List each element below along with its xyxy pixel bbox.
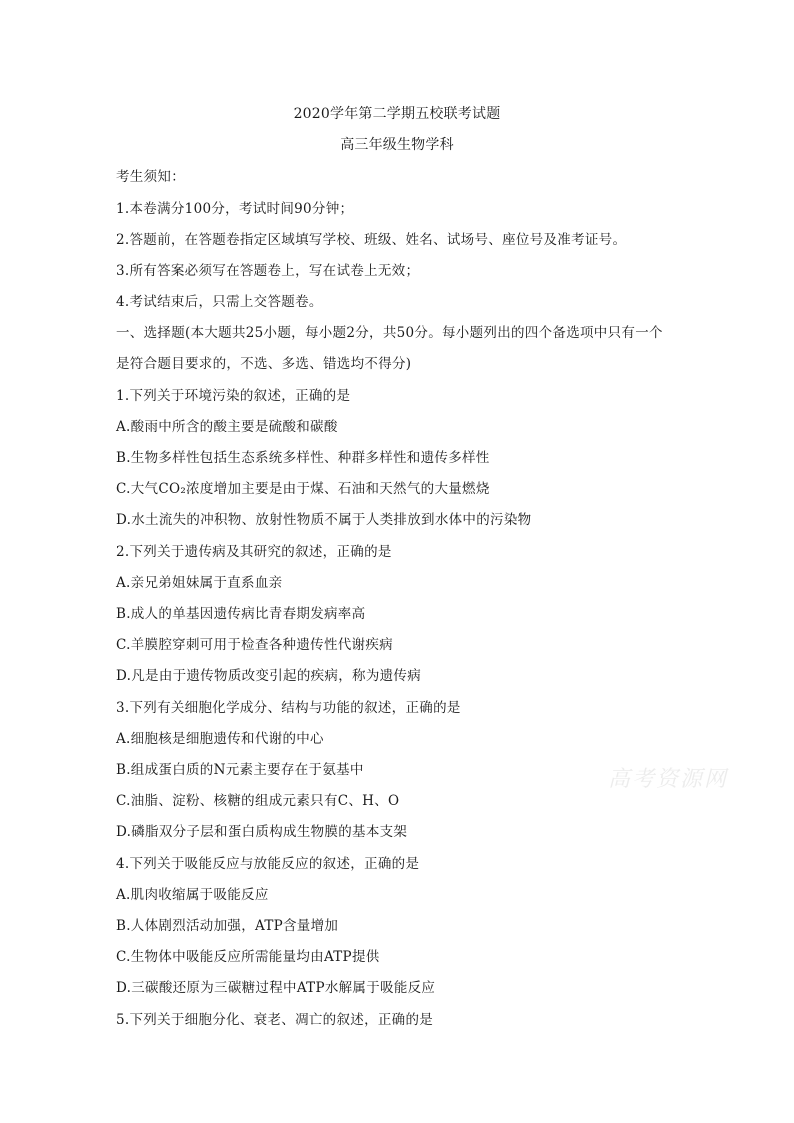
notice-item: 1.本卷满分100分，考试时间90分钟；	[116, 201, 354, 217]
watermark: 高考资源网	[608, 767, 729, 792]
notice-item: 3.所有答案必须写在答题卷上，写在试卷上无效；	[116, 263, 420, 279]
notice-heading: 考生须知：	[116, 169, 185, 185]
question-option: B.生物多样性包括生态系统多样性、种群多样性和遗传多样性	[116, 450, 490, 466]
section-intro-cont: 是符合题目要求的，不选、多选、错选均不得分)	[116, 356, 412, 372]
notice-item: 2.答题前，在答题卷指定区域填写学校、班级、姓名、试场号、座位号及准考证号。	[116, 232, 627, 248]
question-option: C.油脂、淀粉、核糖的组成元素只有C、H、O	[116, 793, 400, 809]
question-option: D.三碳酸还原为三碳糖过程中ATP水解属于吸能反应	[116, 980, 436, 996]
section-intro: 一、选择题(本大题共25小题，每小题2分，共50分。每小题列出的四个备选项中只有一个	[116, 325, 663, 341]
question-option: A.肌肉收缩属于吸能反应	[116, 887, 269, 903]
question-stem: 3.下列有关细胞化学成分、结构与功能的叙述，正确的是	[116, 700, 461, 716]
exam-subtitle: 高三年级生物学科	[340, 137, 454, 153]
question-option: D.水土流失的冲积物、放射性物质不属于人类排放到水体中的污染物	[116, 512, 532, 528]
question-option: C.生物体中吸能反应所需能量均由ATP提供	[116, 949, 380, 965]
question-stem: 4.下列关于吸能反应与放能反应的叙述，正确的是	[116, 856, 420, 872]
question-option: B.人体剧烈活动加强，ATP含量增加	[116, 918, 339, 934]
question-stem: 1.下列关于环境污染的叙述，正确的是	[116, 388, 351, 404]
question-option: C.大气CO₂浓度增加主要是由于煤、石油和天然气的大量燃烧	[116, 481, 490, 497]
question-option: C.羊膜腔穿刺可用于检查各种遗传性代谢疾病	[116, 637, 393, 653]
question-option: A.酸雨中所含的酸主要是硫酸和碳酸	[116, 419, 338, 435]
question-option: D.磷脂双分子层和蛋白质构成生物膜的基本支架	[116, 824, 408, 840]
question-option: A.亲兄弟姐妹属于直系血亲	[116, 575, 283, 591]
notice-item: 4.考试结束后，只需上交答题卷。	[116, 294, 323, 310]
question-option: A.细胞核是细胞遗传和代谢的中心	[116, 731, 324, 747]
question-stem: 5.下列关于细胞分化、衰老、凋亡的叙述，正确的是	[116, 1012, 434, 1028]
question-stem: 2.下列关于遗传病及其研究的叙述，正确的是	[116, 544, 392, 560]
exam-title: 2020学年第二学期五校联考试题	[293, 106, 501, 122]
question-option: B.组成蛋白质的N元素主要存在于氨基中	[116, 762, 364, 778]
question-option: D.凡是由于遗传物质改变引起的疾病，称为遗传病	[116, 668, 422, 684]
question-option: B.成人的单基因遗传病比青春期发病率高	[116, 606, 366, 622]
